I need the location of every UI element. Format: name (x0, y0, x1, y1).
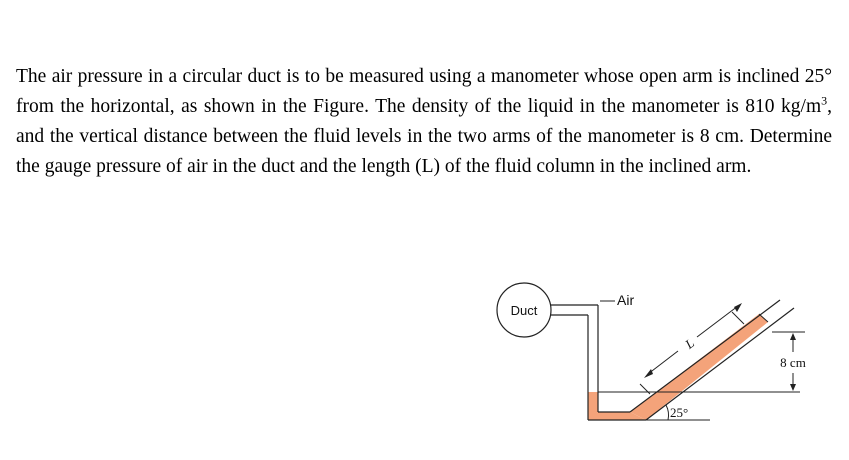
inclined-arm-lower (646, 308, 794, 420)
height-arrow-top (790, 333, 796, 340)
angle-label: 25° (670, 405, 689, 420)
cubic-superscript: 3 (821, 93, 828, 108)
manometer-figure (480, 270, 849, 460)
angle-arc (666, 405, 669, 420)
air-label: Air (617, 292, 635, 308)
l-extension-top (732, 312, 744, 324)
problem-text-part1: The air pressure in a circular duct is to be measured using a manometer whose open arm is inclined 25° from the horizontal, as shown in the Figure. The density of the liquid in the manometer is 810 kg/m (16, 66, 832, 117)
inclined-arm-upper (630, 300, 780, 412)
height-arrow-bottom (790, 384, 796, 391)
manometer-diagram (480, 270, 849, 460)
length-label: L (682, 335, 697, 352)
l-arrow-bottom (644, 369, 653, 378)
duct-label: Duct (510, 303, 538, 318)
l-dimension-line-b (697, 306, 738, 337)
l-arrow-top (734, 303, 742, 312)
problem-statement (16, 62, 832, 182)
liquid-inclined-arm (630, 314, 768, 420)
l-dimension-line-a (648, 351, 678, 374)
height-label: 8 cm (780, 355, 806, 370)
problem-text-part2: , and the vertical distance between the fluid levels in the two arms of the manometer is 8 cm. Determine the gauge pressure of air in the duct and the length (L) of the fluid column in the inclined arm. (16, 96, 832, 177)
